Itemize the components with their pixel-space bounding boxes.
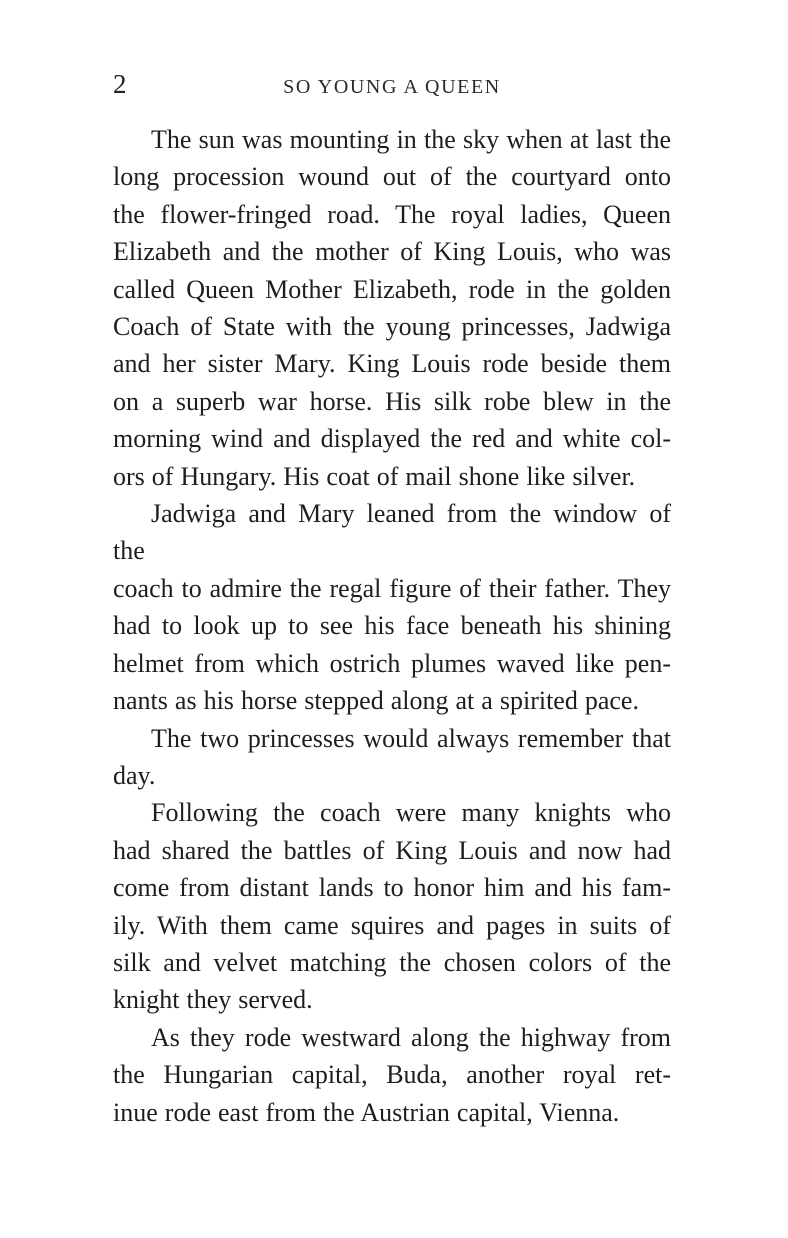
paragraph xyxy=(113,794,671,1018)
page-header xyxy=(113,70,671,102)
text-line: Coach of State with the young princesses, Jadwiga xyxy=(113,312,671,342)
text-line: had shared the battles of King Louis and now had xyxy=(113,835,671,865)
running-title: SO YOUNG A QUEEN xyxy=(283,76,501,98)
text-line: had to look up to see his face beneath his shining xyxy=(113,611,671,641)
page-body xyxy=(113,121,671,1131)
paragraph xyxy=(113,495,671,719)
text-line: day. xyxy=(113,760,156,790)
text-line: inue rode east from the Austrian capital, Vienna. xyxy=(113,1097,620,1127)
text-line: come from distant lands to honor him and his fam- xyxy=(113,873,671,903)
text-line: the Hungarian capital, Buda, another royal ret- xyxy=(113,1060,671,1090)
text-line: helmet from which ostrich plumes waved like pen- xyxy=(113,648,671,678)
paragraph xyxy=(113,720,671,795)
text-line: Elizabeth and the mother of King Louis, who was xyxy=(113,237,671,267)
paragraph xyxy=(113,121,671,495)
text-line: morning wind and displayed the red and white col- xyxy=(113,424,671,454)
text-line: nants as his horse stepped along at a spirited pace. xyxy=(113,686,639,716)
text-line: silk and velvet matching the chosen colors of the xyxy=(113,947,671,977)
text-line: The sun was mounting in the sky when at last the xyxy=(151,125,671,154)
text-line: ily. With them came squires and pages in suits of xyxy=(113,910,671,940)
text-line: knight they served. xyxy=(113,985,313,1015)
text-line: The two princesses would always remember that xyxy=(151,723,671,753)
text-line: called Queen Mother Elizabeth, rode in the golden xyxy=(113,274,671,304)
text-line: on a superb war horse. His silk robe blew in the xyxy=(113,386,671,416)
text-line: As they rode westward along the highway from xyxy=(151,1022,671,1052)
text-line: long procession wound out of the courtyard onto xyxy=(113,162,671,192)
paragraph xyxy=(113,1019,671,1131)
text-line: ors of Hungary. His coat of mail shone like silver. xyxy=(113,461,636,491)
text-line: the flower-fringed road. The royal ladies, Queen xyxy=(113,199,671,229)
text-line: Jadwiga and Mary leaned from the window of the xyxy=(113,499,671,566)
text-line: coach to admire the regal figure of their father. They xyxy=(113,573,671,603)
text-line: and her sister Mary. King Louis rode beside them xyxy=(113,349,671,379)
text-line: Following the coach were many knights who xyxy=(151,798,671,828)
page-number: 2 xyxy=(113,69,127,99)
